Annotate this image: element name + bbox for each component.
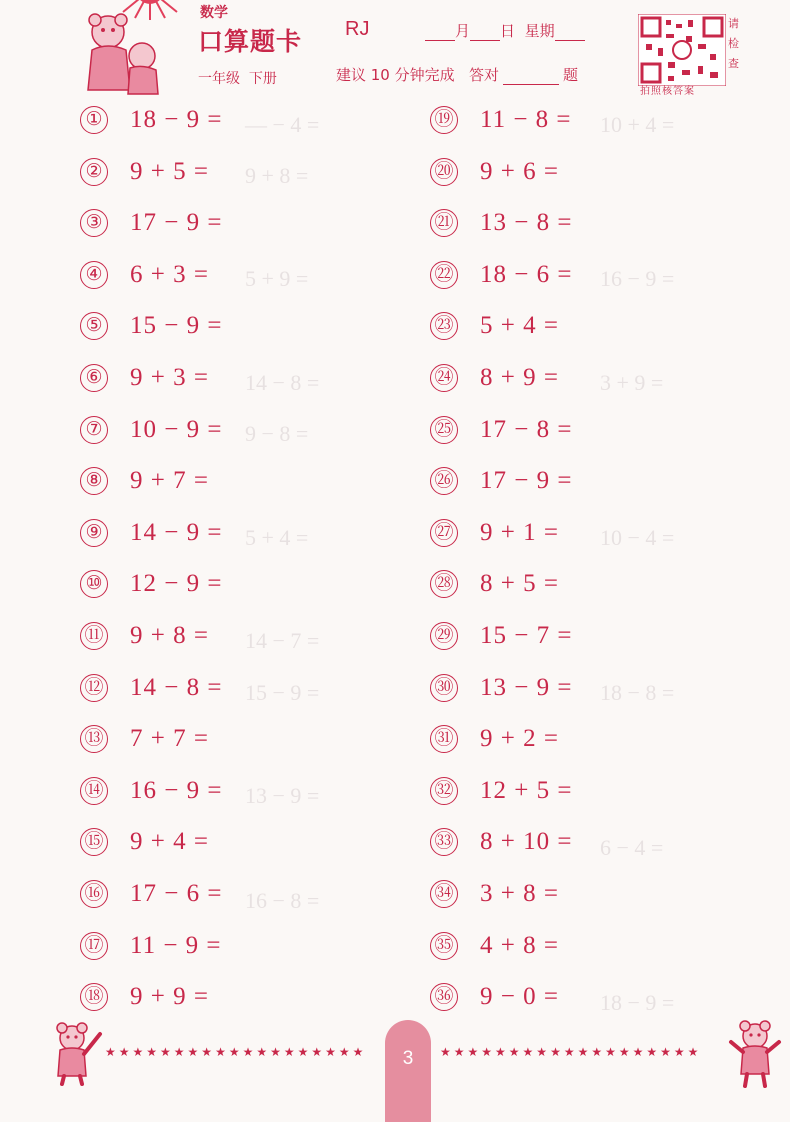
day-blank[interactable] [470, 26, 500, 41]
question-row[interactable] [80, 822, 209, 862]
question-number: ④ [80, 261, 108, 289]
equation: 5 + 4 = [480, 312, 559, 340]
question-number: ③ [80, 209, 108, 237]
grade-label [198, 68, 277, 88]
question-row[interactable] [430, 203, 572, 243]
equation: 12 + 5 = [480, 776, 573, 804]
question-number: ㉜ [430, 777, 458, 805]
weekday-label: 星期 [524, 22, 555, 40]
equation: 9 + 4 = [130, 828, 209, 856]
question-number: ⑪ [80, 622, 108, 650]
bear-cheering-icon [725, 1020, 787, 1090]
question-row[interactable] [430, 152, 559, 192]
star-divider-left: ★★★★★★★★★★★★★★★★★★★ [105, 1045, 367, 1059]
correct-label: 答对 [468, 66, 499, 84]
edition-label: RJ [345, 18, 370, 40]
equation: 14 − 9 = [130, 518, 223, 546]
equation: 18 − 9 = [130, 106, 223, 133]
question-number: ⑮ [80, 828, 108, 856]
question-number: ㉛ [430, 725, 458, 753]
question-number: ⑲ [430, 106, 458, 134]
equation: 14 − 8 = [130, 673, 223, 701]
equation: 17 − 6 = [130, 880, 223, 907]
question-number: ㉕ [430, 416, 458, 444]
equation: 8 + 9 = [480, 364, 559, 391]
question-number: ㉓ [430, 312, 458, 340]
equation: 17 − 9 = [480, 467, 573, 495]
question-number: ㉙ [430, 622, 458, 650]
equation: 3 + 8 = [480, 880, 559, 907]
day-label: 日 [500, 22, 516, 40]
question-number: ⑦ [80, 416, 108, 444]
equation: 12 − 9 = [130, 570, 223, 598]
grade-text: 一年级 [198, 71, 240, 87]
question-row[interactable] [80, 513, 222, 553]
volume-text: 下册 [248, 71, 277, 87]
question-number: ㉑ [430, 209, 458, 237]
bear-mascot-icon [78, 6, 168, 96]
question-number: ㉞ [430, 880, 458, 908]
equation: 9 + 6 = [480, 157, 559, 185]
equation: 17 − 9 = [130, 209, 223, 237]
correct-count-blank[interactable] [503, 70, 559, 85]
question-row[interactable] [430, 100, 572, 140]
question-row[interactable] [80, 152, 209, 192]
equation: 16 − 9 = [130, 776, 223, 804]
question-row[interactable] [430, 410, 572, 450]
month-label: 月 [455, 22, 471, 40]
question-number: ㉔ [430, 364, 458, 392]
qr-side-label [728, 14, 744, 74]
question-row[interactable] [80, 926, 222, 966]
footer-decoration [0, 1000, 790, 1122]
qr-side-char: 请 [728, 17, 739, 30]
equation: 15 − 9 = [130, 312, 223, 340]
question-row[interactable] [80, 358, 209, 398]
weekday-blank[interactable] [555, 26, 585, 41]
question-number: ⑱ [80, 983, 108, 1011]
equation: 9 + 9 = [130, 983, 209, 1011]
question-row[interactable] [430, 822, 572, 862]
question-number: ⑰ [80, 932, 108, 960]
equation: 18 − 6 = [480, 260, 573, 288]
equation: 7 + 7 = [130, 725, 209, 753]
question-number: ㊱ [430, 983, 458, 1011]
question-row[interactable] [430, 306, 559, 346]
page-title: 口算题卡 [198, 27, 303, 56]
question-row[interactable] [80, 771, 222, 811]
equation: 9 + 3 = [130, 364, 209, 391]
question-number: ⑫ [80, 674, 108, 702]
equation: 9 + 7 = [130, 467, 209, 495]
equation: 10 − 9 = [130, 415, 223, 443]
bear-waving-icon [42, 1020, 112, 1086]
question-number: ⑧ [80, 467, 108, 495]
question-row[interactable] [430, 461, 572, 501]
question-row[interactable] [430, 719, 559, 759]
question-number: ㉝ [430, 828, 458, 856]
worksheet-header [0, 0, 790, 100]
question-row[interactable] [80, 100, 222, 140]
question-number: ㉖ [430, 467, 458, 495]
equation: 4 + 8 = [480, 931, 559, 959]
question-row[interactable] [430, 255, 572, 295]
question-number: ㉗ [430, 519, 458, 547]
question-number: ⑤ [80, 312, 108, 340]
question-number: ㉘ [430, 570, 458, 598]
equation: 15 − 7 = [480, 622, 573, 649]
question-number: ⑥ [80, 364, 108, 392]
question-row[interactable] [80, 719, 209, 759]
question-number: ⑨ [80, 519, 108, 547]
qr-side-char: 查 [728, 57, 739, 70]
question-row[interactable] [80, 616, 209, 656]
equation: 9 + 5 = [130, 157, 209, 185]
star-divider-right: ★★★★★★★★★★★★★★★★★★★ [440, 1045, 702, 1059]
question-row[interactable] [80, 874, 222, 914]
question-row[interactable] [80, 564, 222, 604]
question-row[interactable] [430, 771, 572, 811]
page-number: 3 [402, 1048, 414, 1069]
question-row[interactable] [80, 255, 209, 295]
subject-label: 数学 [200, 4, 228, 20]
equation: 13 − 8 = [480, 209, 573, 237]
equation: 6 + 3 = [130, 260, 209, 288]
equation: 17 − 8 = [480, 415, 573, 443]
time-suggestion [336, 64, 578, 85]
qr-code-icon[interactable] [638, 14, 726, 86]
equation: 9 + 1 = [480, 518, 559, 546]
question-unit: 题 [562, 66, 578, 84]
date-field [425, 20, 585, 41]
question-row[interactable] [430, 616, 572, 656]
equation: 9 − 0 = [480, 983, 559, 1011]
question-row[interactable] [80, 306, 222, 346]
question-row[interactable] [80, 668, 222, 708]
question-row[interactable] [430, 668, 572, 708]
question-number: ㉟ [430, 932, 458, 960]
question-row[interactable] [80, 410, 222, 450]
equation: 11 − 8 = [480, 106, 572, 133]
question-number: ⑩ [80, 570, 108, 598]
equation: 13 − 9 = [480, 673, 573, 701]
question-row[interactable] [430, 564, 559, 604]
question-number: ㉚ [430, 674, 458, 702]
question-row[interactable] [430, 513, 559, 553]
qr-caption: 拍照核答案 [640, 86, 695, 97]
question-number: ⑯ [80, 880, 108, 908]
question-number: ⑬ [80, 725, 108, 753]
question-row[interactable] [430, 926, 559, 966]
equation: 8 + 5 = [480, 570, 559, 598]
month-blank[interactable] [425, 26, 455, 41]
question-row[interactable] [80, 461, 209, 501]
equation: 9 + 8 = [130, 622, 209, 649]
question-row[interactable] [430, 874, 559, 914]
equation: 11 − 9 = [130, 931, 222, 959]
qr-side-char: 检 [728, 37, 739, 50]
question-row[interactable] [80, 203, 222, 243]
equation: 8 + 10 = [480, 828, 573, 856]
suggest-text: 建议 10 分钟完成 [336, 66, 455, 84]
question-number: ① [80, 106, 108, 134]
question-number: ② [80, 158, 108, 186]
equation: 9 + 2 = [480, 725, 559, 753]
question-row[interactable] [430, 358, 559, 398]
question-number: ㉒ [430, 261, 458, 289]
question-number: ⑳ [430, 158, 458, 186]
question-number: ⑭ [80, 777, 108, 805]
